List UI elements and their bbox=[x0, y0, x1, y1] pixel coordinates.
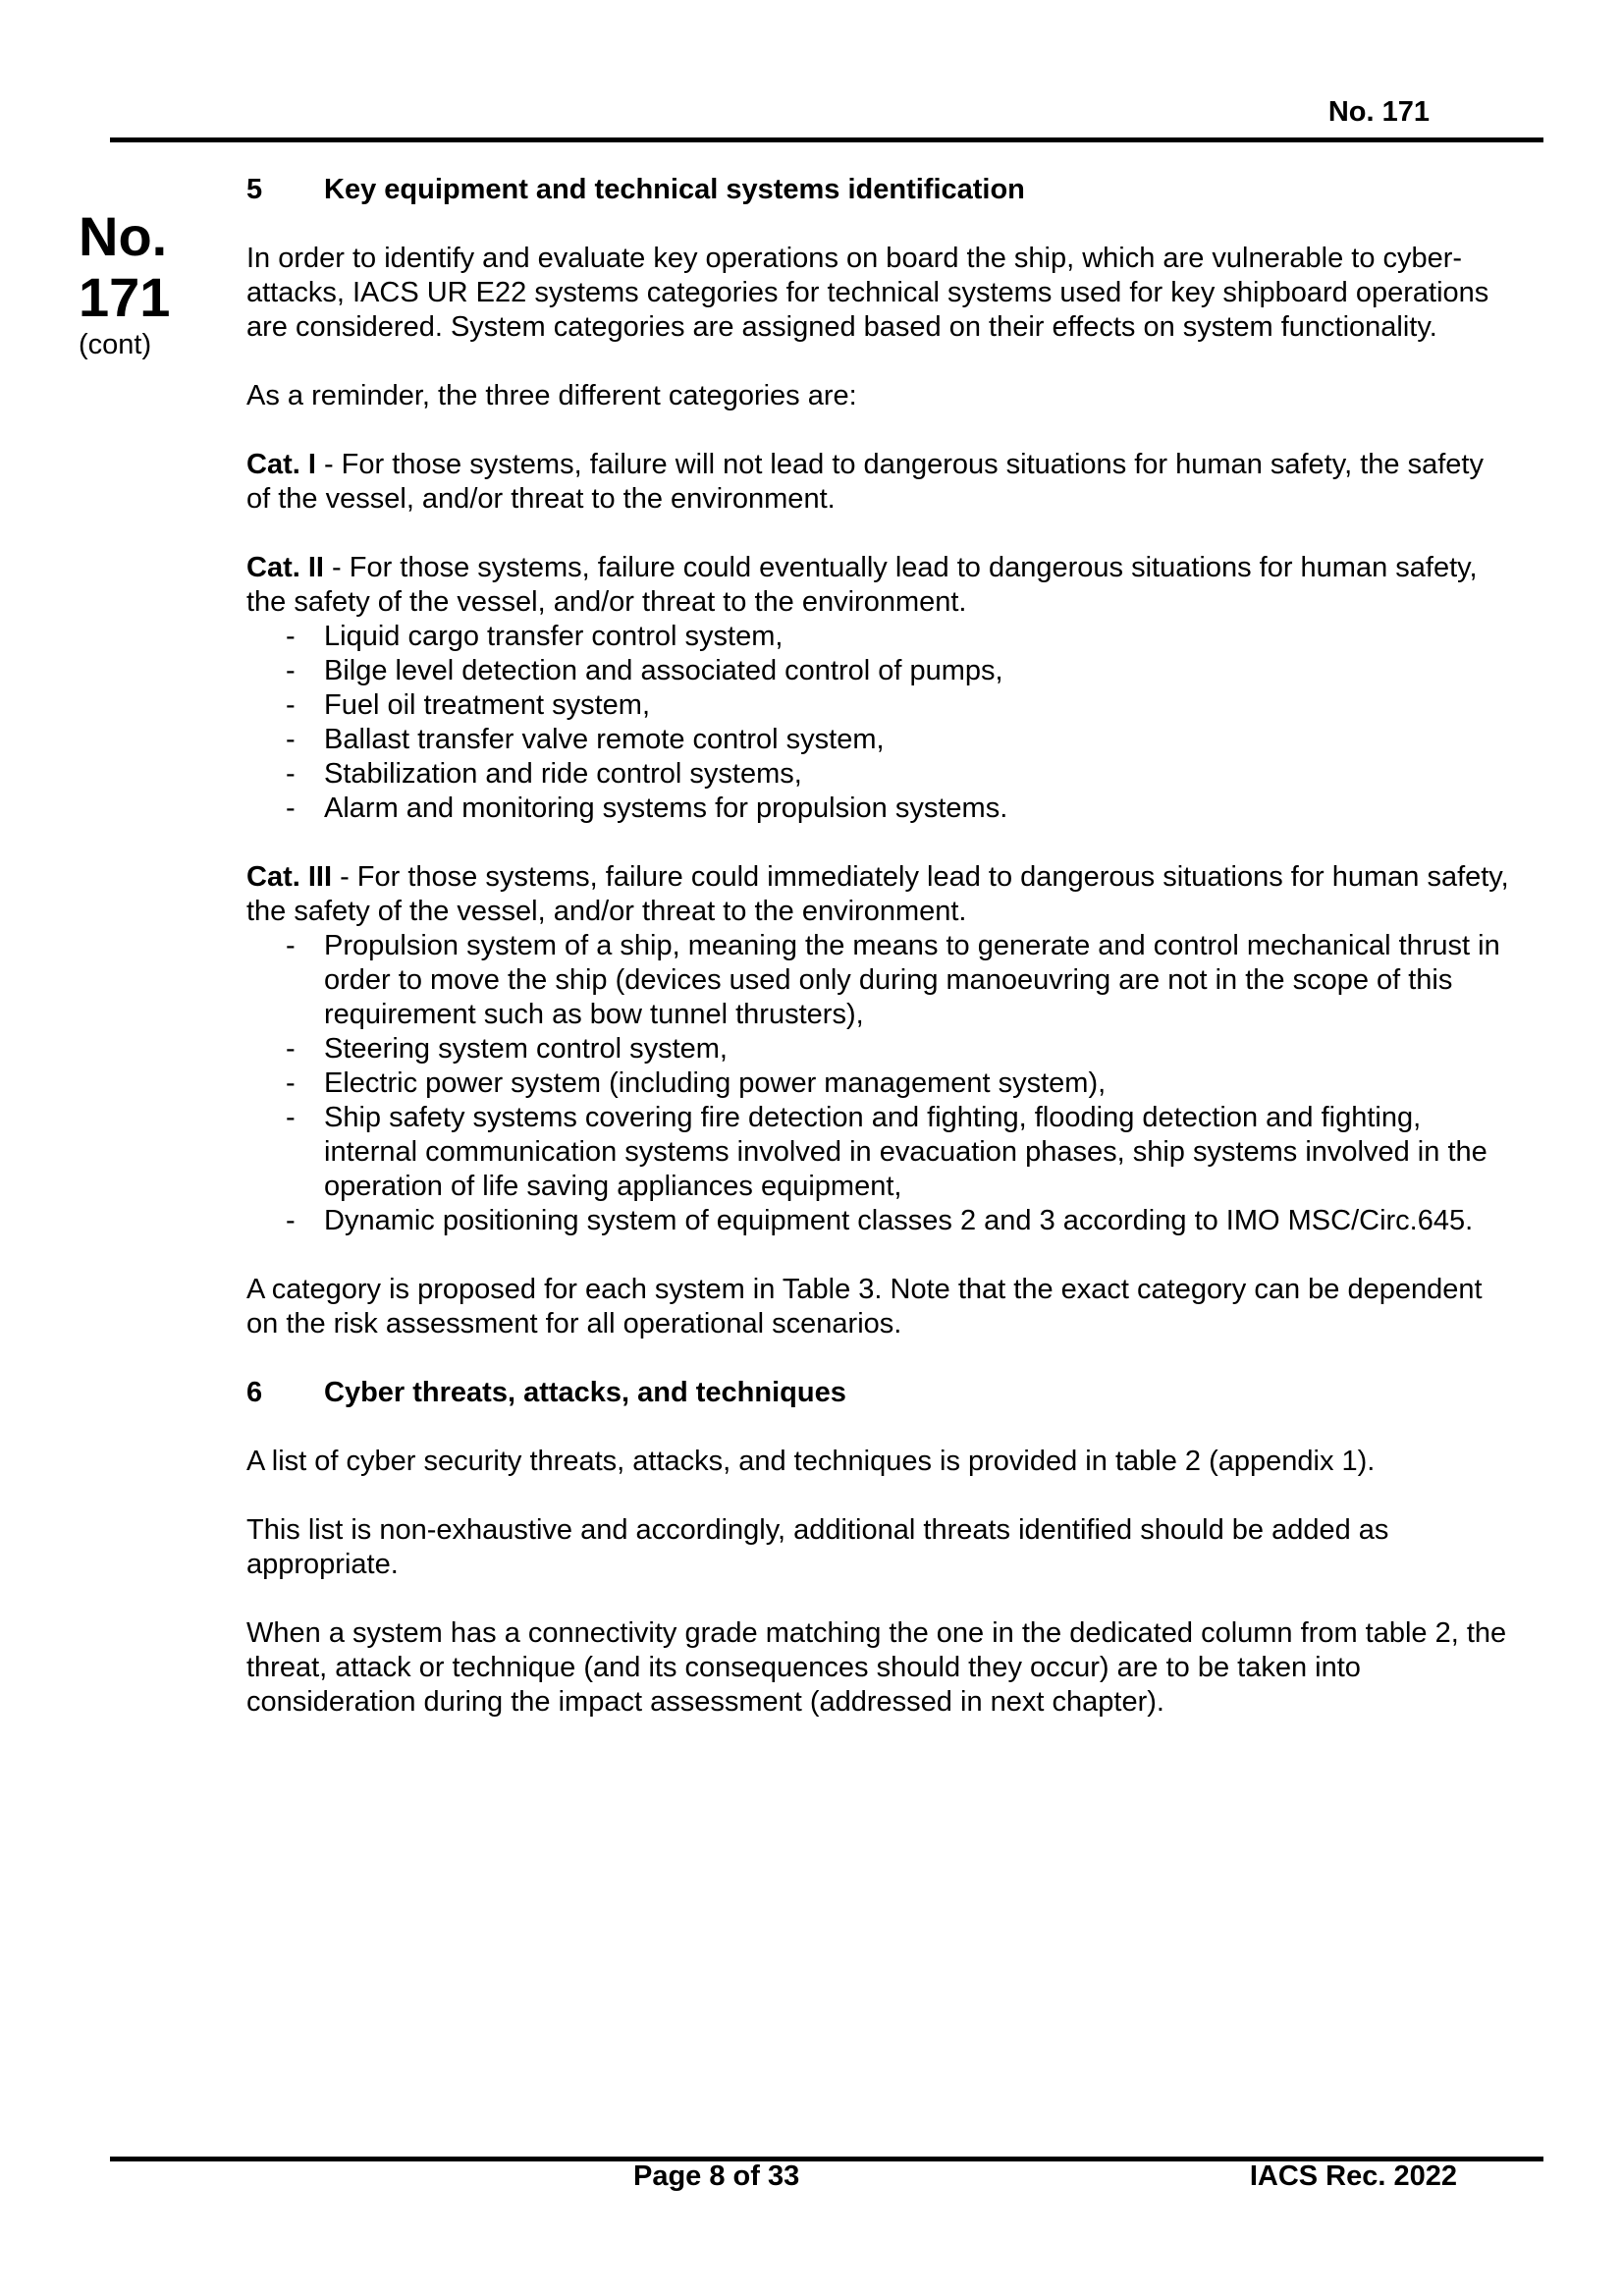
cat-1-label: Cat. I bbox=[246, 449, 316, 480]
footer-page-number: Page 8 of 33 bbox=[633, 2160, 800, 2192]
section-5-heading bbox=[246, 173, 1513, 207]
side-label bbox=[79, 206, 177, 361]
cat-2-label: Cat. II bbox=[246, 552, 324, 583]
section-5-title: Key equipment and technical systems identification bbox=[324, 174, 1025, 205]
list-item: - Bilge level detection and associated control of pumps, bbox=[246, 654, 1513, 688]
list-item: - Alarm and monitoring systems for propulsion systems. bbox=[246, 792, 1513, 826]
cat-2-text: - For those systems, failure could eventually lead to dangerous situations for human safety, the safety of the vessel, and/or threat to the environment. bbox=[246, 552, 1478, 618]
list-item: - Fuel oil treatment system, bbox=[246, 688, 1513, 723]
list-item: - Steering system control system, bbox=[246, 1032, 1513, 1066]
side-number: 171 bbox=[79, 266, 171, 328]
list-item: - Propulsion system of a ship, meaning the means to generate and control mechanical thrust in order to move the ship (devices used only during manoeuvring are not in the scope of this requirement such as bow tunnel thrusters), bbox=[246, 929, 1513, 1032]
section-5-intro: In order to identify and evaluate key operations on board the ship, which are vulnerable to cyber-attacks, IACS UR E22 systems categories for technical systems used for key shipboard operations are considered. System categories are assigned based on their effects on system functionality. bbox=[246, 243, 1489, 343]
section-6-paragraph-3: When a system has a connectivity grade matching the one in the dedicated column from table 2, the threat, attack or technique (and its consequences should they occur) are to be taken into consideration during the impact assessment (addressed in next chapter). bbox=[246, 1617, 1507, 1718]
cat-2-paragraph bbox=[246, 551, 1513, 620]
section-5-closing: A category is proposed for each system in Table 3. Note that the exact category can be dependent on the risk assessment for all operational scenarios. bbox=[246, 1274, 1483, 1339]
main-content bbox=[246, 173, 1513, 1754]
side-no-label: No. bbox=[79, 205, 168, 267]
cat-2-block bbox=[246, 551, 1513, 826]
cat-3-label: Cat. III bbox=[246, 861, 333, 893]
list-item: - Liquid cargo transfer control system, bbox=[246, 620, 1513, 654]
section-5-reminder: As a reminder, the three different categories are: bbox=[246, 380, 857, 411]
list-item: - Stabilization and ride control systems, bbox=[246, 757, 1513, 792]
section-6-number: 6 bbox=[246, 1377, 263, 1408]
cat-3-paragraph bbox=[246, 860, 1513, 929]
list-item: - Dynamic positioning system of equipment classes 2 and 3 according to IMO MSC/Circ.645. bbox=[246, 1204, 1513, 1238]
footer-rec-label: IACS Rec. 2022 bbox=[1249, 2160, 1457, 2192]
list-item: - Electric power system (including power management system), bbox=[246, 1066, 1513, 1101]
list-item: - Ship safety systems covering fire detection and fighting, flooding detection and fighting, internal communication systems involved in evacuation phases, ship systems involved in the operation of life saving appliances equipment, bbox=[246, 1101, 1513, 1204]
section-6-title: Cyber threats, attacks, and techniques bbox=[324, 1377, 846, 1408]
cat-1-paragraph bbox=[246, 448, 1513, 517]
cat-2-list bbox=[246, 620, 1513, 826]
section-5-number: 5 bbox=[246, 174, 263, 205]
side-cont: (cont) bbox=[79, 329, 152, 360]
header-rule bbox=[110, 137, 1543, 142]
cat-3-block bbox=[246, 860, 1513, 1238]
cat-3-list bbox=[246, 929, 1513, 1238]
header-doc-number: No. 171 bbox=[1327, 96, 1430, 128]
cat-1-text: - For those systems, failure will not lead to dangerous situations for human safety, the safety of the vessel, and/or threat to the environment. bbox=[246, 449, 1484, 515]
cat-3-text: - For those systems, failure could immediately lead to dangerous situations for human safety, the safety of the vessel, and/or threat to the environment. bbox=[246, 861, 1509, 927]
section-6-heading bbox=[246, 1376, 1513, 1410]
section-6-paragraph-2: This list is non-exhaustive and accordingly, additional threats identified should be added as appropriate. bbox=[246, 1514, 1389, 1580]
section-6-paragraph-1: A list of cyber security threats, attacks, and techniques is provided in table 2 (appendix 1). bbox=[246, 1446, 1376, 1477]
list-item: - Ballast transfer valve remote control system, bbox=[246, 723, 1513, 757]
